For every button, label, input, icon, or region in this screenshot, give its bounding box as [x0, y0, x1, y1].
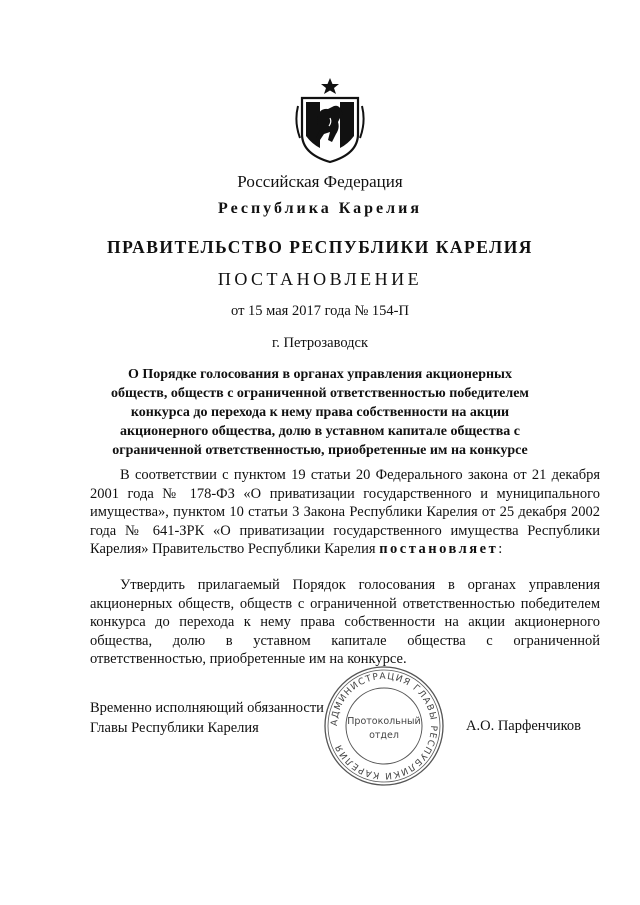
stamp-center-line-2: отдел [369, 730, 399, 741]
republic-line: Республика Карелия [218, 200, 422, 217]
signatory-position [90, 698, 324, 738]
document-title: О Порядке голосования в органах управления акционерных обществ, обществ с ограниченной ответственностью победителем конкурса до перехода к нему права собственности на акции акционерного общества, долю в уставном капитале общества с ограниченной ответственностью, приобретенные им на конкурсе [111, 367, 529, 458]
coat-of-arms-emblem [294, 78, 366, 164]
stamp-ring-text: АДМИНИСТРАЦИЯ ГЛАВЫ РЕСПУБЛИКИ КАРЕЛИЯ [329, 671, 439, 781]
paragraph-1-text: В соответствии с пунктом 19 статьи 20 Федерального закона от 21 декабря 2001 года № 178-ФЗ «О приватизации государственного и муниципального имущества», пунктом 10 статьи 3 Закона Республики Карелия от 25 декабря 2002 года № 641-ЗРК «О приватизации государственного имущества Республики Карелия» Правительство Республики Карелия [90, 467, 600, 557]
government-heading: ПРАВИТЕЛЬСТВО РЕСПУБЛИКИ КАРЕЛИЯ [107, 237, 533, 257]
stamp-center-line-1: Протокольный [347, 716, 421, 727]
paragraph-1 [90, 466, 600, 559]
paragraph-2 [90, 576, 600, 669]
paragraph-2-text: Утвердить прилагаемый Порядок голосования в органах управления акционерных обществ, обществ с ограниченной ответственностью победителем конкурса до перехода к нему права собственности на акции акционерного общества, долю в уставном капитале общества с ограниченной ответственностью, приобретенные им на конкурсе. [90, 577, 600, 667]
paragraph-1-end: : [498, 541, 503, 557]
document-type: ПОСТАНОВЛЕНИЕ [217, 269, 423, 289]
federation-line: Российская Федерация [237, 172, 403, 191]
signatory-position-line-1: Временно исполняющий обязанности [90, 700, 324, 716]
signatory-name: А.О. Парфенчиков [466, 718, 582, 734]
city-line: г. Петрозаводск [271, 335, 369, 351]
signatory-position-line-2: Главы Республики Карелия [90, 720, 259, 736]
decree-verb: постановляет [379, 541, 499, 557]
date-number-line: от 15 мая 2017 года № 154-П [231, 303, 409, 319]
official-stamp [322, 664, 446, 788]
